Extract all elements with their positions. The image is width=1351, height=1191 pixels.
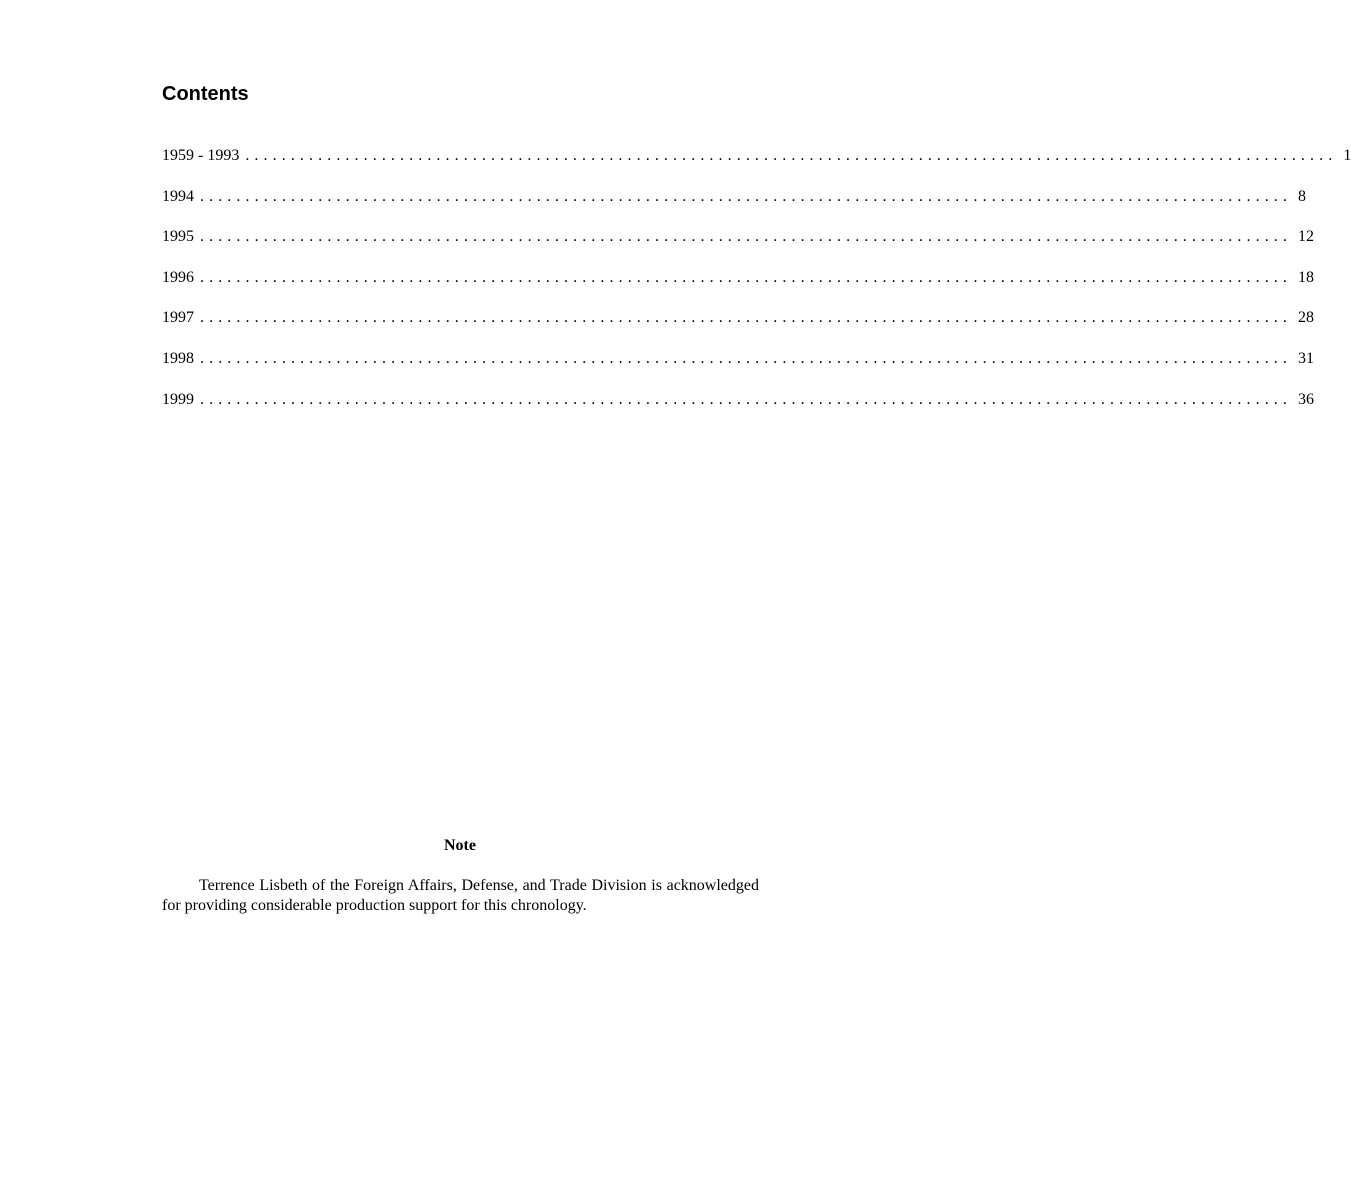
dot-leader: ........................................................................................................................ — [200, 390, 1292, 408]
toc-entry[interactable] — [162, 390, 1314, 410]
dot-leader: ........................................................................................................................ — [200, 228, 1292, 246]
toc-entry-label: 1999 — [162, 390, 194, 408]
toc-entry-page-number: 1 — [1343, 147, 1351, 164]
toc-entry-label: 1996 — [162, 268, 194, 286]
toc-entry-page-number: 12 — [1298, 228, 1314, 246]
dot-leader: ........................................................................................................................ — [200, 309, 1292, 327]
toc-entry[interactable] — [162, 268, 1314, 288]
toc-entry[interactable] — [162, 308, 1314, 328]
toc-entry-page-number: 8 — [1298, 187, 1306, 205]
toc-entry[interactable] — [162, 349, 1314, 369]
toc-entry-page-number: 18 — [1298, 268, 1314, 286]
toc-entry-page-number: 31 — [1298, 349, 1314, 367]
toc-entry-label: 1995 — [162, 228, 194, 246]
toc-entry-label: 1998 — [162, 349, 194, 367]
toc-entry-label: 1959 - 1993 — [162, 147, 240, 164]
toc-entry[interactable] — [162, 227, 1314, 247]
dot-leader: ........................................................................................................................ — [200, 349, 1292, 367]
dot-leader: ........................................................................................................................ — [200, 187, 1292, 205]
toc-entry-page-number: 36 — [1298, 390, 1314, 408]
toc-entry[interactable] — [162, 187, 1306, 207]
note-paragraph: Terrence Lisbeth of the Foreign Affairs, Defense, and Trade Division is acknowledged for providing considerable production support for this chronology. — [162, 877, 759, 914]
table-of-contents — [162, 146, 1351, 430]
toc-entry-page-number: 28 — [1298, 309, 1314, 327]
dot-leader: ........................................................................................................................ — [200, 268, 1292, 286]
note-heading: Note — [444, 837, 476, 854]
toc-entry[interactable] — [162, 146, 1351, 166]
toc-entry-label: 1994 — [162, 187, 194, 205]
toc-entry-label: 1997 — [162, 309, 194, 327]
dot-leader: ........................................................................................................................ — [245, 147, 1338, 164]
contents-heading: Contents — [162, 83, 249, 105]
